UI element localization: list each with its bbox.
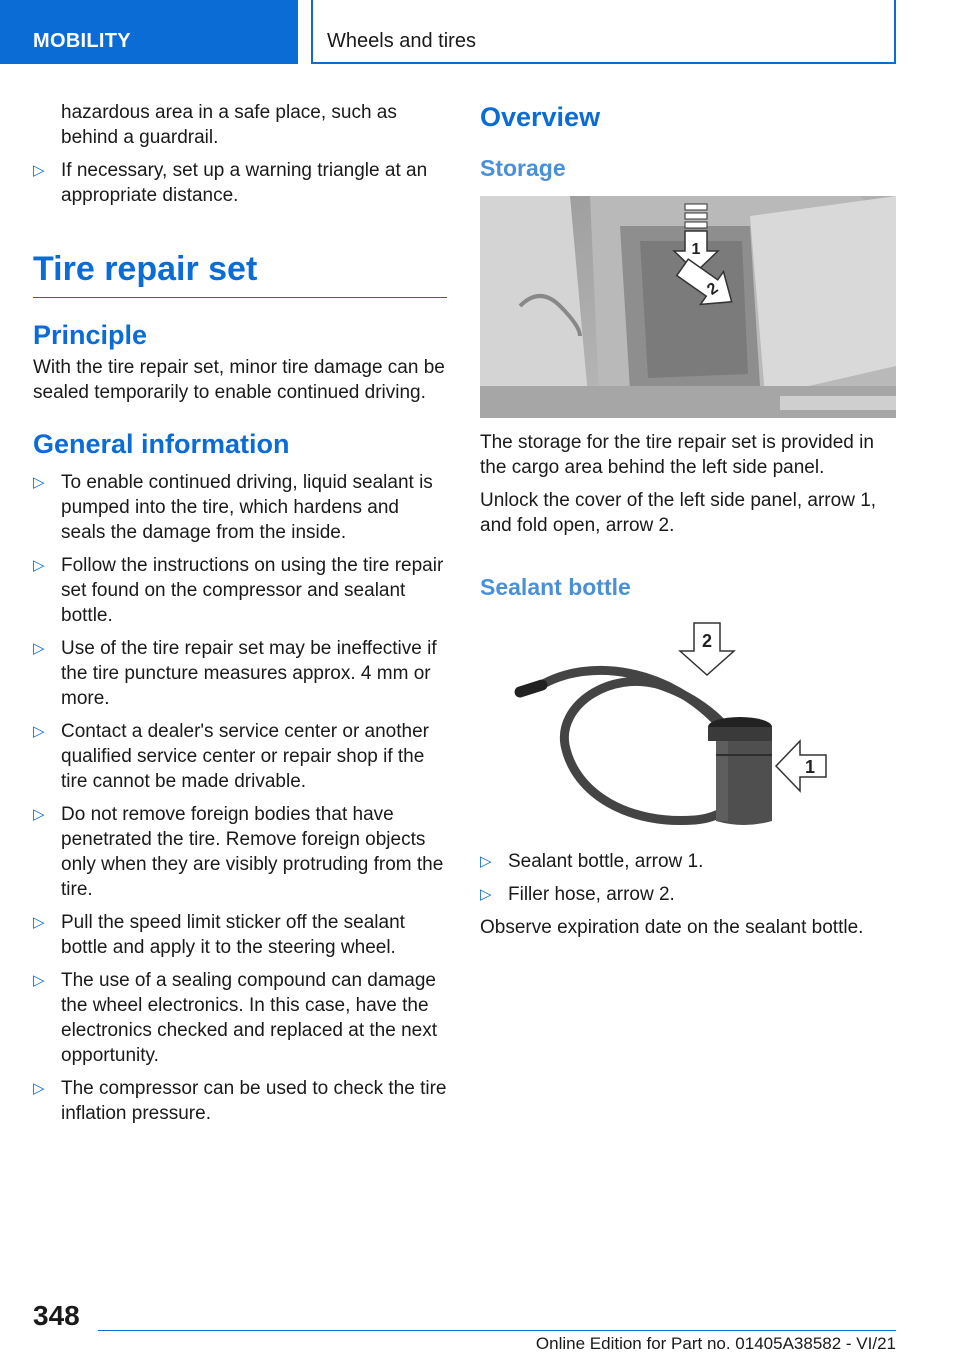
section-heading: Tire repair set — [33, 250, 447, 298]
list-item-text: Sealant bottle, arrow 1. — [508, 851, 704, 872]
list-item — [33, 968, 447, 1068]
bullet-triangle-icon: ▷ — [33, 1080, 45, 1097]
list-item — [33, 636, 447, 711]
edition-text: Online Edition for Part no. 01405A38582 - VI/21 — [535, 1334, 896, 1353]
storage-arrow-2-label: 2 — [704, 279, 722, 299]
storage-illustration — [480, 196, 896, 418]
bullet-triangle-icon: ▷ — [33, 162, 45, 179]
list-item-text: If necessary, set up a warning triangle at an appropriate distance. — [61, 160, 428, 206]
sealant-arrow-1-label: 1 — [804, 757, 816, 777]
list-item — [33, 470, 447, 545]
list-item — [33, 719, 447, 794]
list-item-text: Filler hose, arrow 2. — [508, 884, 675, 905]
list-item — [33, 158, 447, 208]
right-column — [480, 100, 896, 940]
bullet-triangle-icon: ▷ — [480, 853, 492, 870]
continued-text: hazardous area in a safe place, such as behind a guardrail. — [61, 102, 397, 148]
bullet-triangle-icon: ▷ — [33, 640, 45, 657]
page-number: 348 — [33, 1300, 80, 1331]
list-item — [33, 1076, 447, 1126]
general-info-heading: General information — [33, 429, 290, 459]
sealant-heading: Sealant bottle — [480, 574, 631, 600]
bullet-triangle-icon: ▷ — [480, 886, 492, 903]
bullet-triangle-icon: ▷ — [33, 723, 45, 740]
sealant-bottle-illustration — [480, 615, 896, 835]
footer-divider — [98, 1330, 896, 1331]
bullet-triangle-icon: ▷ — [33, 914, 45, 931]
list-item-text: To enable continued driving, liquid sealant is pumped into the tire, which hardens and seals the damage from the inside. — [61, 472, 433, 543]
overview-heading: Overview — [480, 102, 601, 132]
list-item-text: Follow the instructions on using the tire repair set found on the compressor and sealant bottle. — [61, 555, 444, 626]
sealant-arrow-2-label: 2 — [701, 631, 713, 651]
principle-heading: Principle — [33, 320, 148, 350]
list-item-text: Use of the tire repair set may be ineffective if the tire puncture measures approx. 4 mm or more. — [61, 638, 437, 709]
list-item-text: Do not remove foreign bodies that have penetrated the tire. Remove foreign objects only when they are visibly protruding from the tire. — [61, 804, 444, 900]
bullet-triangle-icon: ▷ — [33, 806, 45, 823]
sealant-note: Observe expiration date on the sealant bottle. — [480, 917, 864, 938]
list-item — [480, 882, 896, 907]
list-item-text: Pull the speed limit sticker off the sealant bottle and apply it to the steering wheel. — [61, 912, 405, 958]
list-item — [33, 553, 447, 628]
storage-arrow-1-label: 1 — [691, 241, 701, 258]
bullet-triangle-icon: ▷ — [33, 474, 45, 491]
bullet-triangle-icon: ▷ — [33, 972, 45, 989]
storage-text-1: The storage for the tire repair set is provided in the cargo area behind the left side panel. — [480, 432, 874, 478]
left-column — [33, 100, 447, 1134]
bullet-triangle-icon: ▷ — [33, 557, 45, 574]
list-item-text: The use of a sealing compound can damage the wheel electronics. In this case, have the electronics checked and replaced at the next opportunity. — [61, 970, 438, 1066]
list-item — [33, 910, 447, 960]
list-item — [480, 849, 896, 874]
storage-text-2: Unlock the cover of the left side panel, arrow 1, and fold open, arrow 2. — [480, 490, 877, 536]
list-item — [33, 802, 447, 902]
principle-text: With the tire repair set, minor tire damage can be sealed temporarily to enable continued driving. — [33, 357, 445, 403]
list-item-text: Contact a dealer's service center or another qualified service center or repair shop if the tire cannot be made drivable. — [61, 721, 429, 792]
list-item-text: The compressor can be used to check the tire inflation pressure. — [61, 1078, 447, 1124]
chapter-title: Wheels and tires — [311, 0, 896, 64]
section-tab: MOBILITY — [0, 0, 298, 64]
storage-heading: Storage — [480, 155, 566, 181]
